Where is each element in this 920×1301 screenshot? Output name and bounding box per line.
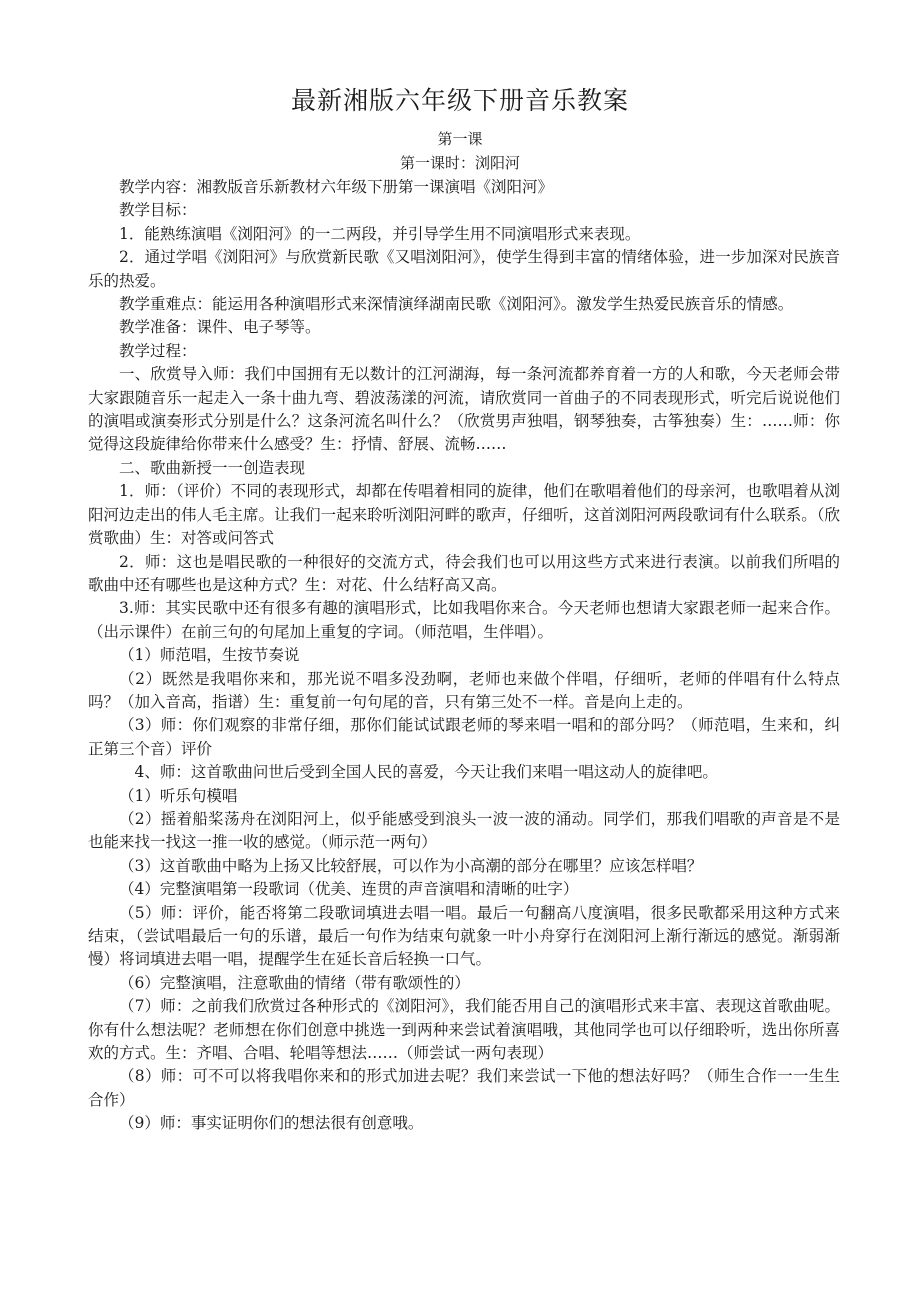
paragraph-substep-3-2: （2）既然是我唱你来和，那光说不唱多没劲啊，老师也来做个伴唱，仔细听，老师的伴唱有什么特点吗？（加入音高，指谱）生：重复前一句句尾的音，只有第三处不一样。音是向上走的。 [88, 669, 840, 711]
paragraph-step-1: 1．师：（评价）不同的表现形式，却都在传唱着相同的旋律，他们在歌唱着他们的母亲河，也歌唱着从浏阳河边走出的伟人毛主席。让我们一起来聆听浏阳河畔的歌声，仔细听，这首浏阳河两段歌词有什么联系。（欣赏歌曲）生：对答或问答式 [88, 482, 840, 548]
paragraph-substep-4-5: （5）师：评价，能否将第二段歌词填进去唱一唱。最后一句翻高八度演唱，很多民歌都采用这种方式来结束，（尝试唱最后一句的乐谱，最后一句作为结束句就象一叶小舟穿行在浏阳河上渐行渐远的感觉。渐弱渐慢）将词填进去唱一唱，提醒学生在延长音后轻换一口气。 [88, 903, 840, 969]
paragraph-substep-4-2: （2）摇着船桨荡舟在浏阳河上，似乎能感受到浪头一波一波的涌动。同学们，那我们唱歌的声音是不是也能来找一找这一推一收的感觉。（师示范一两句） [88, 809, 840, 852]
paragraph-objectives-heading: 教学目标： [119, 201, 197, 220]
paragraph-step-2: 2．师：这也是唱民歌的一种很好的交流方式，待会我们也可以用这些方式来进行表演。以前我们所唱的歌曲中还有哪些也是这种方式？生：对花、什么结籽高又高。 [88, 552, 840, 594]
paragraph-content: 教学内容：湘教版音乐新教材六年级下册第一课演唱《浏阳河》 [119, 178, 554, 196]
period-heading: 第一课时：浏阳河 [399, 154, 520, 172]
paragraph-substep-3-3: （3）师：你们观察的非常仔细，那你们能试试跟老师的琴来唱一唱和的部分吗？（师范唱，生来和，纠正第三个音）评价 [88, 716, 840, 758]
paragraph-key-points: 教学重难点：能运用各种演唱形式来深情演绎湖南民歌《浏阳河》。激发学生热爱民族音乐的情感。 [119, 295, 794, 314]
paragraph-substep-4-9: （9）师：事实证明你们的想法很有创意哦。 [119, 1114, 424, 1133]
paragraph-objective-1: 1．能熟练演唱《浏阳河》的一二两段，并引导学生用不同演唱形式来表现。 [119, 224, 641, 243]
paragraph-section-1: 一、欣赏导入师：我们中国拥有无以数计的江河湖海，每一条河流都养育着一方的人和歌，今天老师会带大家跟随音乐一起走入一条十曲九弯、碧波荡漾的河流，请欣赏同一首曲子的不同表现形式，听完后说说他们的演唱或演奏形式分别是什么？这条河流名叫什么？（欣赏男声独唱，钢琴独奏，古筝独奏）生：……师：你觉得这段旋律给你带来什么感受？生：抒情、舒展、流畅…… [88, 365, 840, 454]
paragraph-substep-4-4: （4）完整演唱第一段歌词（优美、连贯的声音演唱和清晰的吐字） [119, 880, 579, 899]
paragraph-step-3: 3.师：其实民歌中还有很多有趣的演唱形式，比如我唱你来合。今天老师也想请大家跟老师一起来合作。（出示课件）在前三句的句尾加上重复的字词。（师范唱，生伴唱）。 [88, 599, 840, 641]
paragraph-step-4: 4、师：这首歌曲问世后受到全国人民的喜爱，今天让我们来唱一唱这动人的旋律吧。 [134, 763, 718, 782]
paragraph-section-2-heading: 二、歌曲新授一一创造表现 [119, 458, 306, 477]
paragraph-substep-4-7: （7）师：之前我们欣赏过各种形式的《浏阳河》，我们能否用自己的演唱形式来丰富、表现这首歌曲呢。你有什么想法呢？老师想在你们创意中挑选一到两种来尝试着演唱哦，其他同学也可以仔细聆听，选出你所喜欢的方式。生：齐唱、合唱、轮唱等想法……（师尝试一两句表现） [88, 997, 840, 1063]
document-body [88, 176, 840, 1136]
paragraph-substep-4-1: （1）听乐句模唱 [119, 786, 238, 805]
paragraph-objective-2: 2．通过学唱《浏阳河》与欣赏新民歌《又唱浏阳河》，使学生得到丰富的情绪体验，进一步加深对民族音乐的热爱。 [88, 248, 840, 290]
paragraph-process-heading: 教学过程： [119, 341, 197, 360]
paragraph-substep-4-6: （6）完整演唱，注意歌曲的情绪（带有歌颂性的） [119, 973, 470, 992]
paragraph-substep-4-3: （3）这首歌曲中略为上扬又比较舒展，可以作为小高潮的部分在哪里？应该怎样唱？ [119, 856, 703, 875]
paragraph-substep-4-8: （8）师：可不可以将我唱你来和的形式加进去呢？我们来尝试一下他的想法好吗？（师生合作一一生生合作） [88, 1067, 840, 1109]
document-title: 最新湘版六年级下册音乐教案 [290, 86, 629, 115]
lesson-heading: 第一课 [437, 130, 483, 148]
paragraph-substep-3-1: （1）师范唱，生按节奏说 [119, 646, 300, 665]
paragraph-preparation: 教学准备：课件、电子琴等。 [119, 318, 321, 337]
